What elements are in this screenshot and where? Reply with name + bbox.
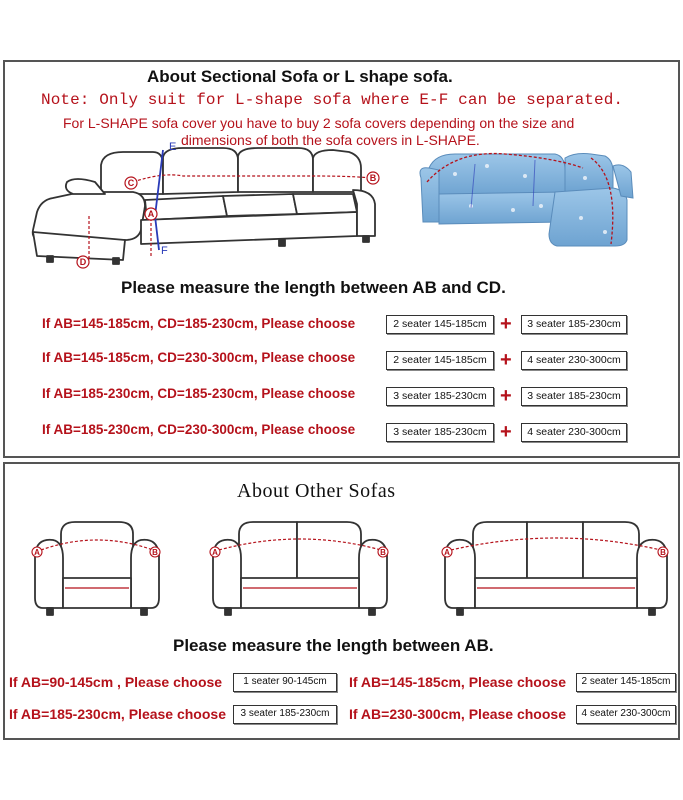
option-choice: 3 seater 185-230cm — [233, 705, 337, 724]
sectional-option-row — [5, 418, 682, 448]
plus-sign: + — [500, 421, 512, 443]
plus-sign: + — [500, 349, 512, 371]
label-a: A — [34, 548, 40, 557]
one-seater-diagram — [27, 514, 167, 624]
option-first-choice: 3 seater 185-230cm — [386, 387, 494, 406]
option-condition: If AB=230-300cm, Please choose — [349, 706, 566, 722]
plus-sign: + — [500, 385, 512, 407]
option-condition: If AB=145-185cm, CD=230-300cm, Please choose — [42, 350, 356, 365]
option-condition: If AB=185-230cm, Please choose — [9, 706, 226, 722]
other-option — [5, 702, 345, 728]
option-choice: 4 seater 230-300cm — [576, 705, 676, 724]
option-condition: If AB=145-185cm, Please choose — [349, 674, 566, 690]
label-b: B — [380, 548, 386, 557]
other-option — [345, 702, 682, 728]
l-shape-sofa-photo — [415, 148, 660, 250]
sectional-title: About Sectional Sofa or L shape sofa. — [147, 67, 453, 86]
option-first-choice: 2 seater 145-185cm — [386, 351, 494, 370]
option-condition: If AB=145-185cm, CD=185-230cm, Please choose — [42, 316, 356, 331]
label-b: B — [660, 548, 666, 557]
other-option — [5, 670, 345, 696]
label-a: A — [444, 548, 450, 557]
option-condition: If AB=185-230cm, CD=185-230cm, Please choose — [42, 386, 356, 401]
option-second-choice: 4 seater 230-300cm — [521, 423, 627, 442]
other-option — [345, 670, 682, 696]
sectional-instruction-line2: dimensions of both the sofa covers in L-SHAPE. — [181, 132, 480, 148]
option-second-choice: 3 seater 185-230cm — [521, 387, 627, 406]
three-seater-diagram — [437, 514, 675, 624]
option-first-choice: 3 seater 185-230cm — [386, 423, 494, 442]
label-e: E — [169, 141, 177, 153]
option-first-choice: 2 seater 145-185cm — [386, 315, 494, 334]
option-second-choice: 4 seater 230-300cm — [521, 351, 627, 370]
sectional-option-row — [5, 382, 682, 412]
label-c: C — [127, 178, 135, 188]
label-a: A — [147, 209, 155, 219]
other-measure-instruction: Please measure the length between AB. — [173, 636, 494, 655]
l-shape-sofa-diagram — [23, 132, 398, 272]
label-b: B — [369, 173, 377, 183]
sectional-option-row — [5, 312, 682, 342]
sectional-note: Note: Only suit for L-shape sofa where E-F can be separated. — [41, 91, 624, 109]
other-sofas-title: About Other Sofas — [237, 480, 396, 502]
option-condition: If AB=90-145cm , Please choose — [9, 674, 223, 690]
two-seater-diagram — [205, 514, 395, 624]
sectional-measure-instruction: Please measure the length between AB and CD. — [121, 278, 506, 297]
option-condition: If AB=185-230cm, CD=230-300cm, Please choose — [42, 422, 356, 437]
sectional-sofa-panel — [3, 60, 680, 458]
label-b: B — [152, 548, 158, 557]
option-choice: 1 seater 90-145cm — [233, 673, 337, 692]
option-second-choice: 3 seater 185-230cm — [521, 315, 627, 334]
label-a: A — [212, 548, 218, 557]
plus-sign: + — [500, 313, 512, 335]
option-choice: 2 seater 145-185cm — [576, 673, 676, 692]
sectional-option-row — [5, 346, 682, 376]
label-f: F — [161, 245, 168, 257]
sectional-instruction-line1: For L-SHAPE sofa cover you have to buy 2 sofa covers depending on the size and — [63, 115, 575, 131]
other-sofas-panel — [3, 462, 680, 740]
label-d: D — [79, 257, 87, 267]
